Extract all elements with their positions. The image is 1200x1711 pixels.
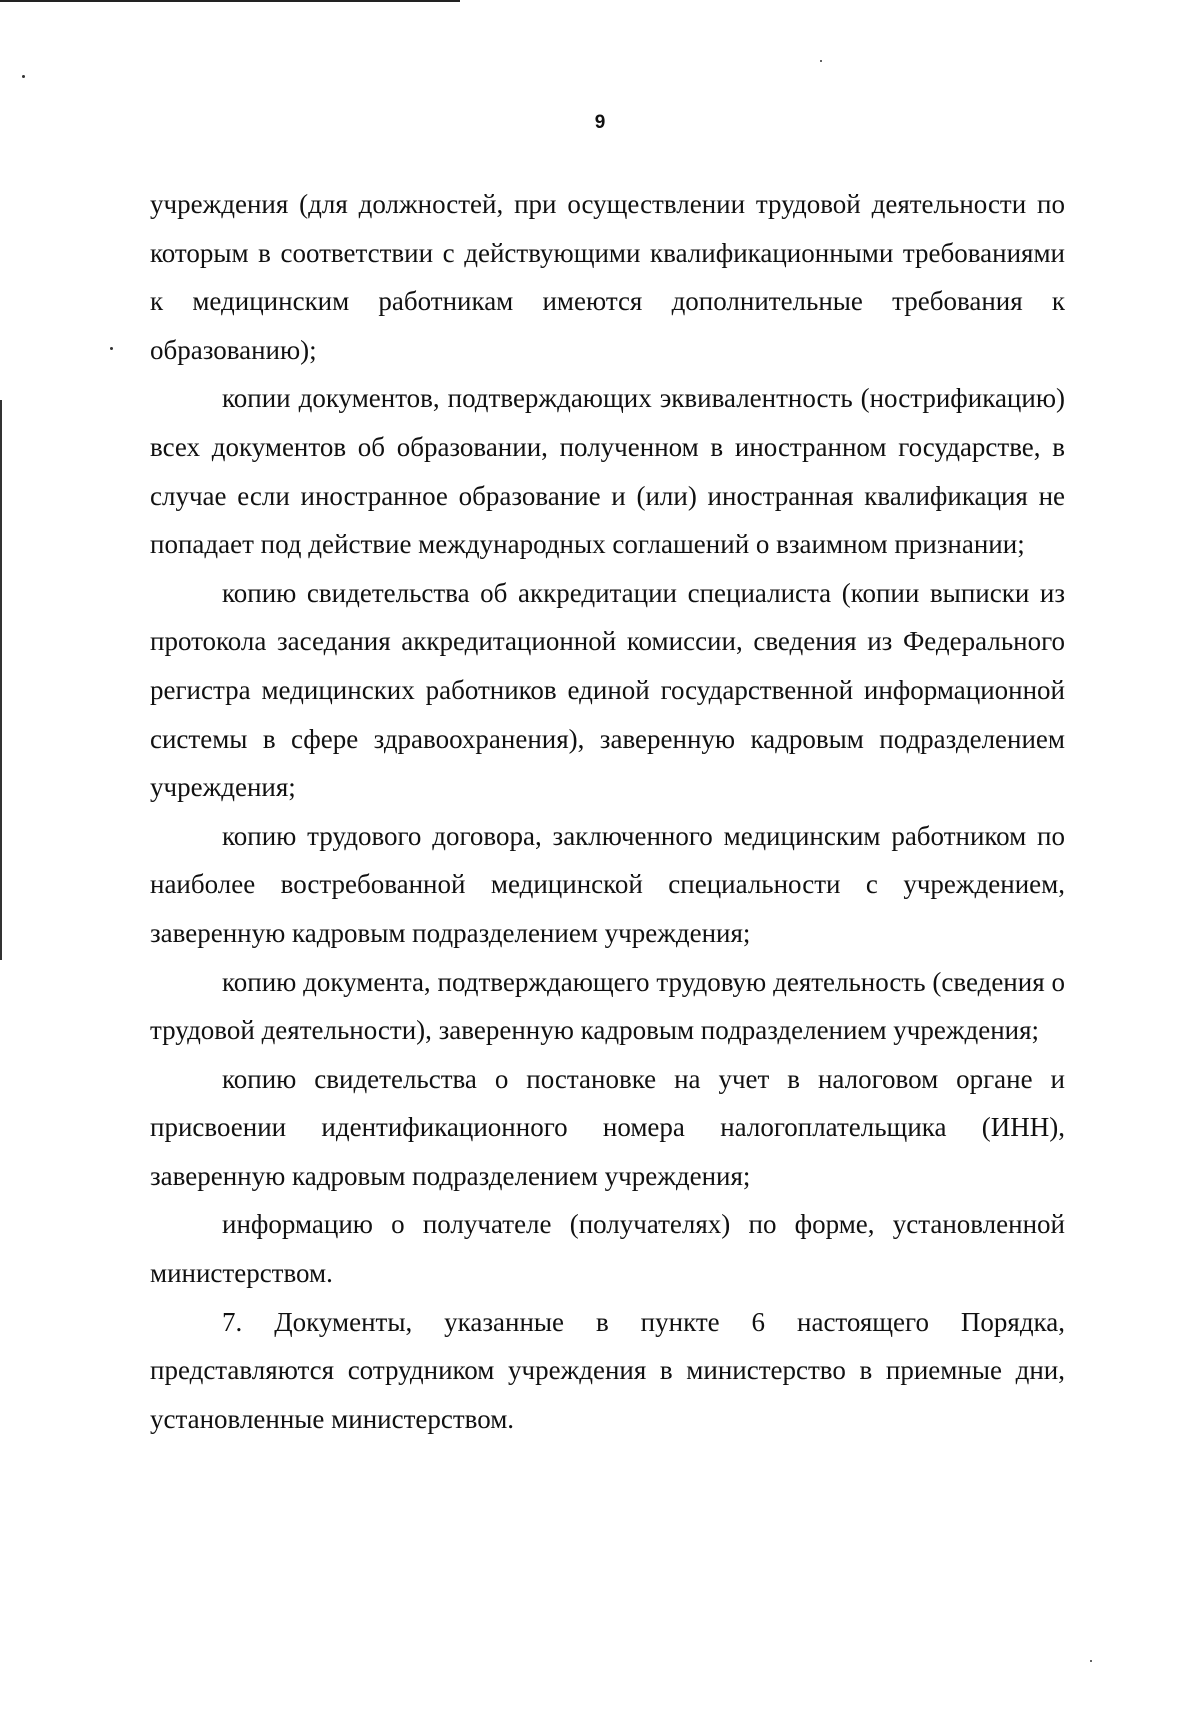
page-number: 9 [594,112,606,133]
paragraph-continuation: учреждения (для должностей, при осуществлении трудовой деятельности по которым в соответствии с действующими квалификационными требованиями к медицинским работникам имеются дополнительные требования к образованию); [150,189,1065,365]
scan-speck [22,75,25,78]
scan-left-edge [0,400,2,960]
paragraph-nostrification-copies: копии документов, подтверждающих эквивалентность (нострификацию) всех документов об образовании, полученном в иностранном государстве, в случае если иностранное образование и (или) иностранная квалификация не попадает под действие международных соглашений о взаимном признании; [150,383,1065,560]
scan-top-rule [0,0,460,2]
scan-speck [820,60,822,62]
paragraph-labor-contract-copy: копию трудового договора, заключенного медицинским работником по наиболее востребованной медицинской специальности с учреждением, заверенную кадровым подразделением учреждения; [150,820,1065,948]
paragraph-recipient-info: информацию о получателе (получателях) по форме, установленной министерством. [150,1209,1065,1289]
paragraph-accreditation-copy: копию свидетельства об аккредитации специалиста (копии выписки из протокола заседания аккредитационной комиссии, сведения из Федерального регистра медицинских работников единой государственной информационной системы в сфере здравоохранения), заверенную кадровым подразделением учреждения; [150,577,1065,803]
paragraph-work-record-copy: копию документа, подтверждающего трудовую деятельность (сведения о трудовой деятельности), заверенную кадровым подразделением учреждения; [150,966,1065,1046]
scan-speck [110,347,113,350]
document-body [150,180,1065,1443]
scan-speck [1090,1660,1092,1662]
paragraph-item-7: 7. Документы, указанные в пункте 6 настоящего Порядка, представляются сотрудником учреждения в министерство в приемные дни, установленные министерством. [150,1306,1065,1434]
paragraph-inn-copy: копию свидетельства о постановке на учет в налоговом органе и присвоении идентификационного номера налогоплательщика (ИНН), заверенную кадровым подразделением учреждения; [150,1063,1065,1191]
